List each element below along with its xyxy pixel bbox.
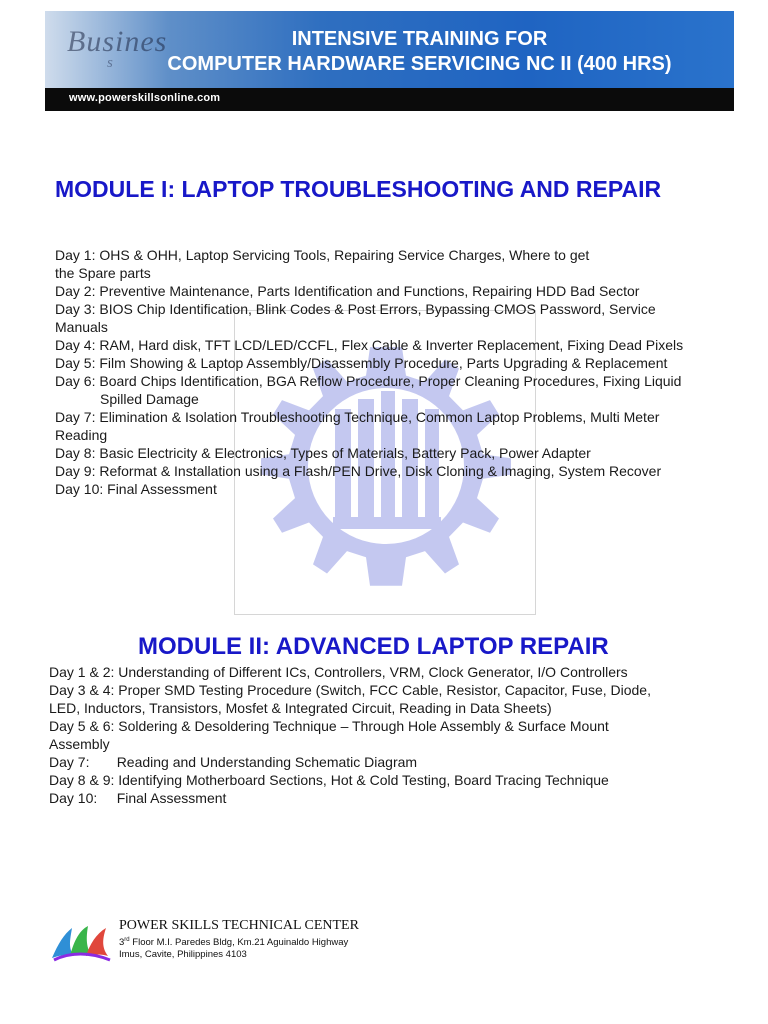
list-item: Day 10: Final Assessment bbox=[55, 481, 217, 497]
module-2-heading: MODULE II: ADVANCED LAPTOP REPAIR bbox=[138, 633, 609, 660]
address-line-1 bbox=[119, 934, 359, 949]
list-item: Day 7: Elimination & Isolation Troubleshooting Technique, Common Laptop Problems, Multi Meter bbox=[55, 409, 660, 425]
banner-background-script-2: s bbox=[107, 55, 113, 71]
list-item: Assembly bbox=[49, 736, 110, 752]
banner-url-bar bbox=[45, 88, 734, 111]
list-item: Day 7: Reading and Understanding Schematic Diagram bbox=[49, 754, 418, 770]
list-item: Day 5: Film Showing & Laptop Assembly/Disassembly Procedure, Parts Upgrading & Replacement bbox=[55, 355, 668, 371]
list-item: Day 9: Reformat & Installation using a Flash/PEN Drive, Disk Cloning & Imaging, System Recover bbox=[55, 463, 662, 479]
list-item: Day 10: Final Assessment bbox=[49, 790, 227, 806]
list-item: the Spare parts bbox=[55, 265, 151, 281]
address-floor-number: 3 bbox=[119, 937, 125, 949]
list-item: Spilled Damage bbox=[100, 391, 199, 407]
module-2-schedule bbox=[49, 663, 739, 807]
list-item: Day 3 & 4: Proper SMD Testing Procedure (Switch, FCC Cable, Resistor, Capacitor, Fuse, Diode, bbox=[49, 682, 651, 698]
banner-title bbox=[105, 27, 734, 77]
list-item: Day 2: Preventive Maintenance, Parts Identification and Functions, Repairing HDD Bad Sector bbox=[55, 283, 640, 299]
banner-url[interactable]: www.powerskillsonline.com bbox=[69, 92, 221, 104]
list-item: Day 8: Basic Electricity & Electronics, Types of Materials, Battery Pack, Power Adapter bbox=[55, 445, 591, 461]
address-street: Floor M.I. Paredes Bldg, Km.21 Aguinaldo Highway bbox=[129, 937, 349, 949]
list-item: Reading bbox=[55, 427, 108, 443]
banner-title-line-1: INTENSIVE TRAINING FOR bbox=[291, 28, 548, 50]
list-item: Day 6: Board Chips Identification, BGA Reflow Procedure, Proper Cleaning Procedures, Fixing Liquid bbox=[55, 373, 682, 389]
power-skills-logo bbox=[50, 918, 112, 969]
org-name: POWER SKILLS TECHNICAL CENTER bbox=[119, 918, 359, 933]
power-skills-logo-icon bbox=[50, 918, 112, 964]
list-item: Day 1 & 2: Understanding of Different ICs, Controllers, VRM, Clock Generator, I/O Controllers bbox=[49, 664, 628, 680]
list-item: Day 4: RAM, Hard disk, TFT LCD/LED/CCFL, Flex Cable & Inverter Replacement, Fixing Dead Pixels bbox=[55, 337, 684, 353]
list-item: Day 3: BIOS Chip Identification, Blink Codes & Post Errors, Bypassing CMOS Password, Service bbox=[55, 301, 656, 317]
footer-address-block bbox=[119, 918, 359, 961]
list-item: Day 1: OHS & OHH, Laptop Servicing Tools, Repairing Service Charges, Where to get bbox=[55, 247, 590, 263]
address-floor-suffix: rd bbox=[124, 937, 130, 943]
list-item: Day 5 & 6: Soldering & Desoldering Technique – Through Hole Assembly & Surface Mount bbox=[49, 718, 609, 734]
banner-title-line-2: COMPUTER HARDWARE SERVICING NC II (400 HRS) bbox=[167, 53, 672, 75]
list-item: Manuals bbox=[55, 319, 108, 335]
address-line-2: Imus, Cavite, Philippines 4103 bbox=[119, 949, 247, 961]
header-banner bbox=[45, 11, 734, 111]
banner-background-script: Busines bbox=[67, 25, 168, 58]
module-1-schedule bbox=[55, 246, 745, 498]
list-item: LED, Inductors, Transistors, Mosfet & Integrated Circuit, Reading in Data Sheets) bbox=[49, 700, 552, 716]
module-1-heading: MODULE I: LAPTOP TROUBLESHOOTING AND REPAIR bbox=[55, 176, 662, 202]
list-item: Day 8 & 9: Identifying Motherboard Sections, Hot & Cold Testing, Board Tracing Technique bbox=[49, 772, 609, 788]
banner-graphic bbox=[45, 11, 734, 88]
